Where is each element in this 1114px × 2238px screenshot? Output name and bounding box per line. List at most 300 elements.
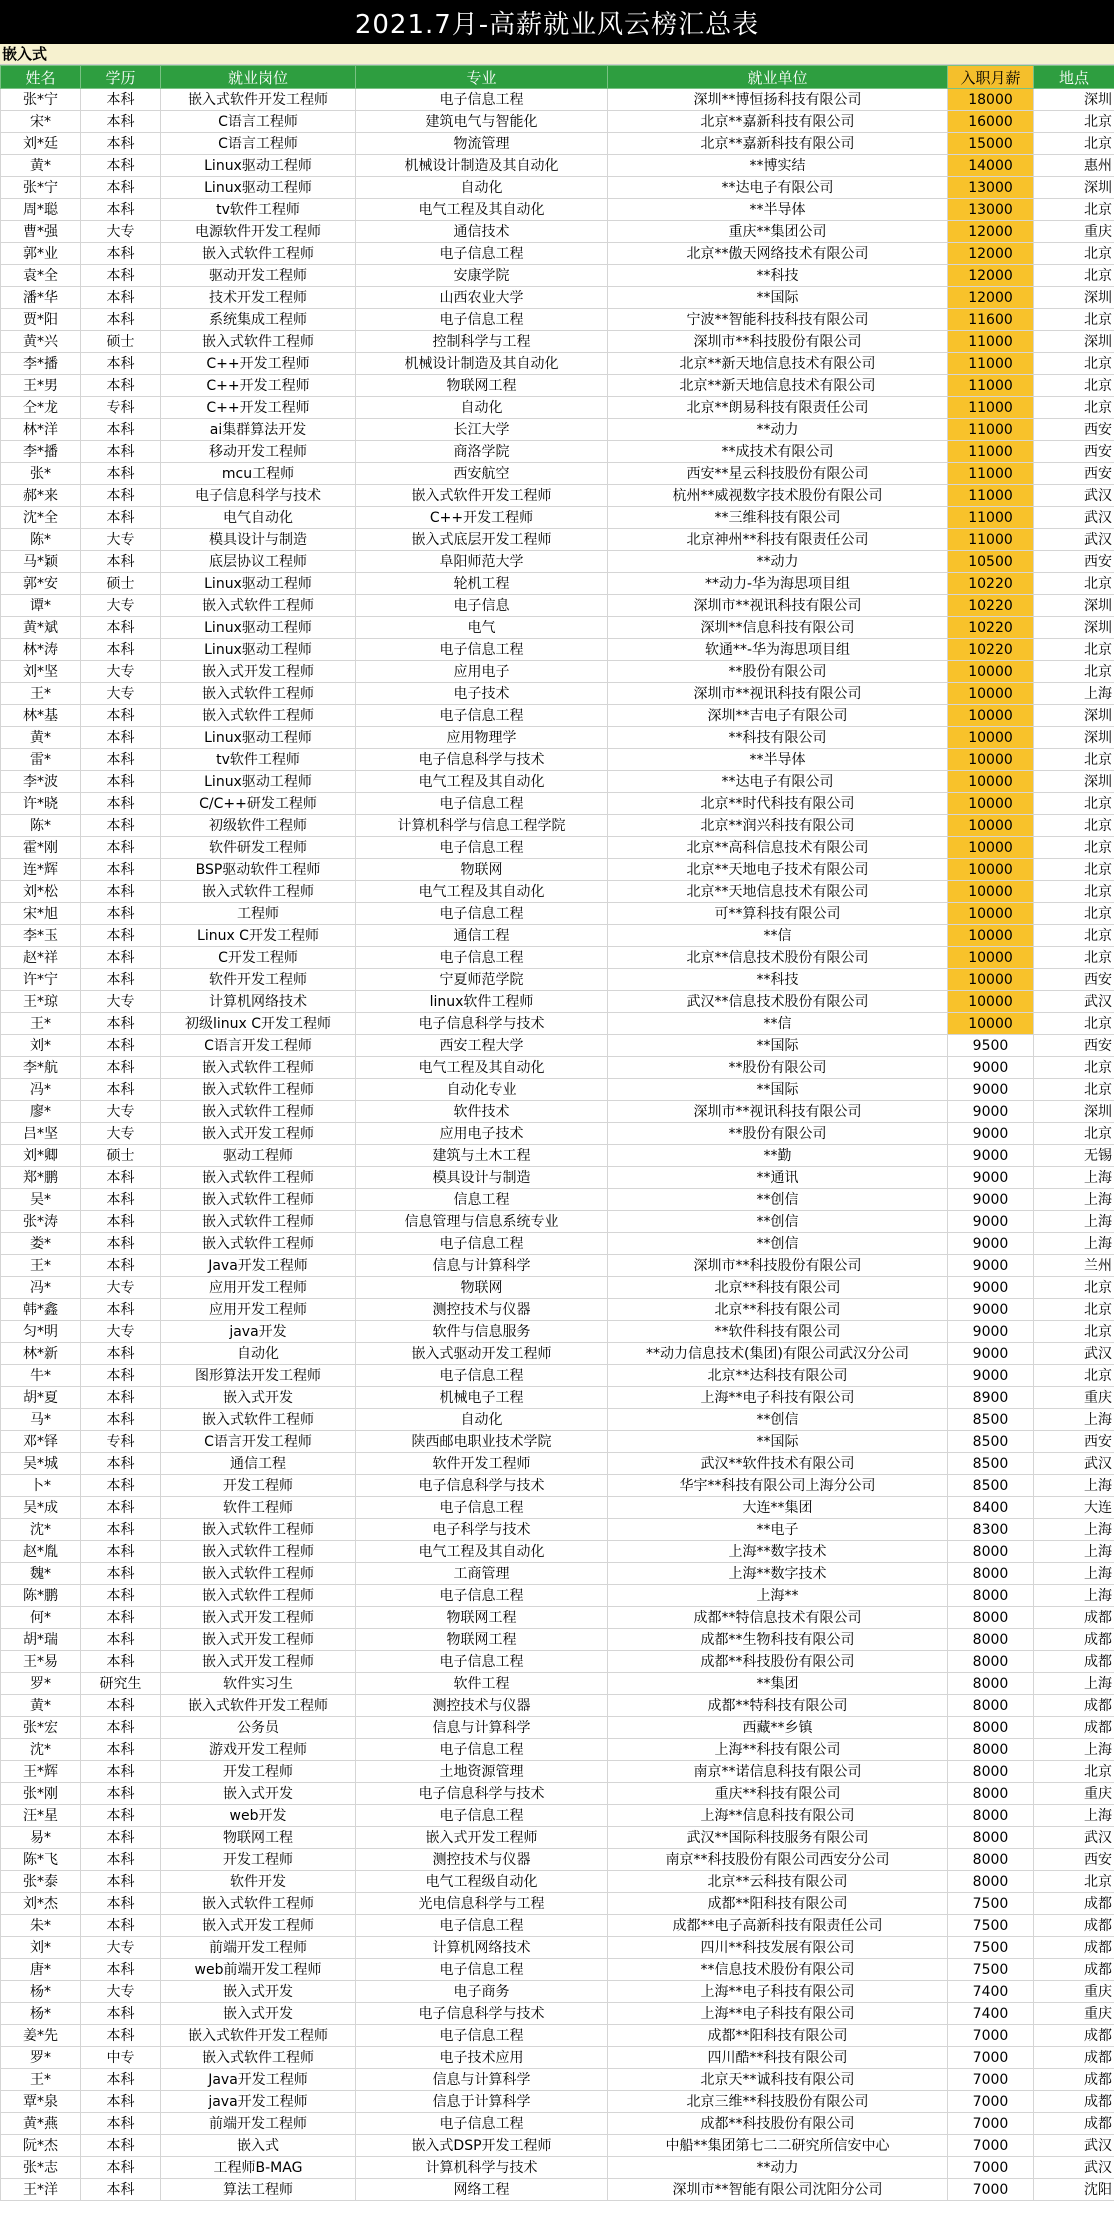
cell-location[interactable]: 西安	[1034, 1849, 1114, 1871]
cell-education[interactable]: 本科	[81, 1959, 161, 1981]
cell-major[interactable]: 电子信息工程	[356, 1497, 608, 1519]
cell-employer[interactable]: 上海**	[608, 1585, 948, 1607]
cell-major[interactable]: 机械设计制造及其自动化	[356, 353, 608, 375]
cell-employer[interactable]: 上海**电子科技有限公司	[608, 1387, 948, 1409]
cell-major[interactable]: 电气工程及其自动化	[356, 881, 608, 903]
cell-education[interactable]: 本科	[81, 1211, 161, 1233]
cell-position[interactable]: 前端开发工程师	[161, 2113, 356, 2135]
cell-salary[interactable]: 8000	[948, 1695, 1034, 1717]
cell-employer[interactable]: **集团	[608, 1673, 948, 1695]
cell-employer[interactable]: 北京**新天地信息技术有限公司	[608, 375, 948, 397]
cell-major[interactable]: 物联网	[356, 859, 608, 881]
cell-education[interactable]: 专科	[81, 397, 161, 419]
cell-major[interactable]: 长江大学	[356, 419, 608, 441]
cell-employer[interactable]: **动力-华为海思项目组	[608, 573, 948, 595]
cell-position[interactable]: web前端开发工程师	[161, 1959, 356, 1981]
cell-salary[interactable]: 7500	[948, 1893, 1034, 1915]
cell-location[interactable]: 北京	[1034, 903, 1114, 925]
cell-education[interactable]: 本科	[81, 1871, 161, 1893]
cell-name[interactable]: 邓*铎	[1, 1431, 81, 1453]
cell-position[interactable]: 嵌入式软件工程师	[161, 331, 356, 353]
cell-major[interactable]: 电子信息工程	[356, 903, 608, 925]
cell-major[interactable]: 电子信息工程	[356, 1651, 608, 1673]
cell-employer[interactable]: 深圳**吉电子有限公司	[608, 705, 948, 727]
cell-employer[interactable]: 南京**诺信息科技有限公司	[608, 1761, 948, 1783]
cell-name[interactable]: 林*洋	[1, 419, 81, 441]
cell-name[interactable]: 黄*燕	[1, 2113, 81, 2135]
cell-location[interactable]: 成都	[1034, 1717, 1114, 1739]
header-employer[interactable]: 就业单位	[608, 66, 948, 89]
cell-name[interactable]: 张*宁	[1, 177, 81, 199]
cell-salary[interactable]: 8900	[948, 1387, 1034, 1409]
cell-employer[interactable]: 武汉**软件技术有限公司	[608, 1453, 948, 1475]
cell-major[interactable]: 建筑电气与智能化	[356, 111, 608, 133]
cell-location[interactable]: 沈阳	[1034, 2179, 1114, 2201]
cell-education[interactable]: 大专	[81, 683, 161, 705]
cell-salary[interactable]: 9500	[948, 1035, 1034, 1057]
cell-salary[interactable]: 11600	[948, 309, 1034, 331]
cell-employer[interactable]: 华宇**科技有限公司上海分公司	[608, 1475, 948, 1497]
cell-position[interactable]: C++开发工程师	[161, 353, 356, 375]
cell-salary[interactable]: 10000	[948, 793, 1034, 815]
header-name[interactable]: 姓名	[1, 66, 81, 89]
cell-employer[interactable]: **科技	[608, 969, 948, 991]
cell-name[interactable]: 王*	[1, 1255, 81, 1277]
cell-education[interactable]: 本科	[81, 1607, 161, 1629]
cell-education[interactable]: 大专	[81, 595, 161, 617]
cell-position[interactable]: 嵌入式软件工程师	[161, 1211, 356, 1233]
cell-major[interactable]: 阜阳师范大学	[356, 551, 608, 573]
cell-name[interactable]: 郭*安	[1, 573, 81, 595]
cell-salary[interactable]: 8000	[948, 1717, 1034, 1739]
cell-location[interactable]: 北京	[1034, 375, 1114, 397]
cell-education[interactable]: 大专	[81, 1321, 161, 1343]
cell-education[interactable]: 本科	[81, 1519, 161, 1541]
cell-employer[interactable]: **动力	[608, 551, 948, 573]
cell-major[interactable]: 测控技术与仪器	[356, 1695, 608, 1717]
cell-position[interactable]: 嵌入式软件工程师	[161, 1233, 356, 1255]
cell-name[interactable]: 潘*华	[1, 287, 81, 309]
cell-name[interactable]: 曹*强	[1, 221, 81, 243]
cell-name[interactable]: 沈*	[1, 1519, 81, 1541]
cell-major[interactable]: 物联网	[356, 1277, 608, 1299]
cell-name[interactable]: 汪*星	[1, 1805, 81, 1827]
cell-employer[interactable]: 深圳**信息科技有限公司	[608, 617, 948, 639]
cell-position[interactable]: 通信工程	[161, 1453, 356, 1475]
cell-education[interactable]: 本科	[81, 881, 161, 903]
cell-name[interactable]: 谭*	[1, 595, 81, 617]
cell-education[interactable]: 硕士	[81, 331, 161, 353]
cell-location[interactable]: 武汉	[1034, 991, 1114, 1013]
cell-location[interactable]: 重庆	[1034, 2003, 1114, 2025]
cell-education[interactable]: 本科	[81, 1475, 161, 1497]
cell-name[interactable]: 王*	[1, 2069, 81, 2091]
cell-salary[interactable]: 8000	[948, 1783, 1034, 1805]
cell-salary[interactable]: 7400	[948, 1981, 1034, 2003]
cell-major[interactable]: 电子技术	[356, 683, 608, 705]
cell-salary[interactable]: 10000	[948, 947, 1034, 969]
cell-employer[interactable]: **国际	[608, 287, 948, 309]
cell-salary[interactable]: 9000	[948, 1343, 1034, 1365]
cell-major[interactable]: 测控技术与仪器	[356, 1299, 608, 1321]
cell-position[interactable]: 嵌入式开发	[161, 1783, 356, 1805]
cell-salary[interactable]: 9000	[948, 1255, 1034, 1277]
cell-location[interactable]: 北京	[1034, 793, 1114, 815]
cell-education[interactable]: 本科	[81, 727, 161, 749]
cell-salary[interactable]: 11000	[948, 331, 1034, 353]
cell-salary[interactable]: 10000	[948, 837, 1034, 859]
cell-position[interactable]: tv软件工程师	[161, 749, 356, 771]
cell-location[interactable]: 北京	[1034, 1761, 1114, 1783]
cell-employer[interactable]: 成都**阳科技有限公司	[608, 1893, 948, 1915]
cell-employer[interactable]: 上海**数字技术	[608, 1563, 948, 1585]
cell-salary[interactable]: 7500	[948, 1915, 1034, 1937]
cell-employer[interactable]: 上海**电子科技有限公司	[608, 1981, 948, 2003]
cell-employer[interactable]: 北京三维**科技股份有限公司	[608, 2091, 948, 2113]
cell-salary[interactable]: 10000	[948, 771, 1034, 793]
cell-location[interactable]: 北京	[1034, 265, 1114, 287]
cell-name[interactable]: 胡*夏	[1, 1387, 81, 1409]
cell-major[interactable]: 电子商务	[356, 1981, 608, 2003]
cell-name[interactable]: 王*辉	[1, 1761, 81, 1783]
cell-location[interactable]: 西安	[1034, 551, 1114, 573]
cell-salary[interactable]: 10220	[948, 639, 1034, 661]
cell-name[interactable]: 李*航	[1, 1057, 81, 1079]
cell-education[interactable]: 本科	[81, 1629, 161, 1651]
cell-salary[interactable]: 8500	[948, 1409, 1034, 1431]
cell-employer[interactable]: **科技有限公司	[608, 727, 948, 749]
cell-education[interactable]: 中专	[81, 2047, 161, 2069]
cell-education[interactable]: 本科	[81, 1717, 161, 1739]
cell-location[interactable]: 惠州	[1034, 155, 1114, 177]
cell-education[interactable]: 大专	[81, 1277, 161, 1299]
cell-education[interactable]: 大专	[81, 221, 161, 243]
cell-education[interactable]: 本科	[81, 1893, 161, 1915]
cell-salary[interactable]: 11000	[948, 375, 1034, 397]
cell-employer[interactable]: 北京**新天地信息技术有限公司	[608, 353, 948, 375]
cell-major[interactable]: 物联网工程	[356, 1607, 608, 1629]
cell-employer[interactable]: **通讯	[608, 1167, 948, 1189]
cell-location[interactable]: 北京	[1034, 925, 1114, 947]
cell-position[interactable]: C语言工程师	[161, 133, 356, 155]
cell-major[interactable]: 电子信息	[356, 595, 608, 617]
cell-employer[interactable]: **国际	[608, 1035, 948, 1057]
cell-name[interactable]: 王*易	[1, 1651, 81, 1673]
cell-position[interactable]: 嵌入式软件工程师	[161, 595, 356, 617]
cell-education[interactable]: 本科	[81, 1299, 161, 1321]
cell-major[interactable]: 计算机科学与技术	[356, 2157, 608, 2179]
cell-position[interactable]: 电子信息科学与技术	[161, 485, 356, 507]
cell-position[interactable]: 计算机网络技术	[161, 991, 356, 1013]
cell-name[interactable]: 卜*	[1, 1475, 81, 1497]
cell-major[interactable]: 商洛学院	[356, 441, 608, 463]
cell-name[interactable]: 刘*	[1, 1035, 81, 1057]
cell-education[interactable]: 大专	[81, 1101, 161, 1123]
cell-salary[interactable]: 7500	[948, 1937, 1034, 1959]
cell-employer[interactable]: 成都**阳科技有限公司	[608, 2025, 948, 2047]
cell-employer[interactable]: 成都**科技股份有限公司	[608, 2113, 948, 2135]
cell-major[interactable]: 安康学院	[356, 265, 608, 287]
cell-major[interactable]: 电子信息工程	[356, 1959, 608, 1981]
cell-position[interactable]: mcu工程师	[161, 463, 356, 485]
cell-location[interactable]: 深圳	[1034, 617, 1114, 639]
cell-position[interactable]: 嵌入式软件工程师	[161, 2047, 356, 2069]
cell-position[interactable]: 嵌入式软件工程师	[161, 1585, 356, 1607]
cell-employer[interactable]: 成都**特科技有限公司	[608, 1695, 948, 1717]
cell-major[interactable]: 嵌入式软件开发工程师	[356, 485, 608, 507]
cell-education[interactable]: 本科	[81, 1013, 161, 1035]
cell-position[interactable]: 工程师	[161, 903, 356, 925]
cell-major[interactable]: 信息管理与信息系统专业	[356, 1211, 608, 1233]
cell-employer[interactable]: 北京**科技有限公司	[608, 1299, 948, 1321]
cell-salary[interactable]: 8000	[948, 1805, 1034, 1827]
cell-location[interactable]: 成都	[1034, 2113, 1114, 2135]
cell-location[interactable]: 成都	[1034, 1893, 1114, 1915]
cell-position[interactable]: C语言开发工程师	[161, 1035, 356, 1057]
cell-name[interactable]: 韩*鑫	[1, 1299, 81, 1321]
cell-position[interactable]: 游戏开发工程师	[161, 1739, 356, 1761]
cell-name[interactable]: 刘*	[1, 1937, 81, 1959]
cell-salary[interactable]: 8000	[948, 1607, 1034, 1629]
cell-position[interactable]: 工程师B-MAG	[161, 2157, 356, 2179]
cell-position[interactable]: 嵌入式开发工程师	[161, 1651, 356, 1673]
cell-position[interactable]: 开发工程师	[161, 1761, 356, 1783]
cell-name[interactable]: 刘*卿	[1, 1145, 81, 1167]
cell-position[interactable]: 初级软件工程师	[161, 815, 356, 837]
cell-location[interactable]: 深圳	[1034, 287, 1114, 309]
cell-location[interactable]: 上海	[1034, 1233, 1114, 1255]
header-location[interactable]: 地点	[1034, 66, 1114, 89]
cell-employer[interactable]: 北京**天地电子技术有限公司	[608, 859, 948, 881]
cell-location[interactable]: 北京	[1034, 199, 1114, 221]
cell-position[interactable]: 嵌入式软件工程师	[161, 881, 356, 903]
cell-position[interactable]: 初级linux C开发工程师	[161, 1013, 356, 1035]
cell-major[interactable]: 电子信息工程	[356, 1233, 608, 1255]
cell-location[interactable]: 北京	[1034, 815, 1114, 837]
cell-education[interactable]: 本科	[81, 89, 161, 111]
cell-salary[interactable]: 10000	[948, 727, 1034, 749]
cell-position[interactable]: 嵌入式软件工程师	[161, 1563, 356, 1585]
cell-location[interactable]: 成都	[1034, 2047, 1114, 2069]
cell-education[interactable]: 本科	[81, 705, 161, 727]
cell-name[interactable]: 王*	[1, 1013, 81, 1035]
cell-name[interactable]: 冯*	[1, 1277, 81, 1299]
cell-salary[interactable]: 10000	[948, 881, 1034, 903]
cell-employer[interactable]: 北京天**诚科技有限公司	[608, 2069, 948, 2091]
cell-name[interactable]: 沈*	[1, 1739, 81, 1761]
cell-major[interactable]: 嵌入式驱动开发工程师	[356, 1343, 608, 1365]
cell-location[interactable]: 北京	[1034, 1365, 1114, 1387]
cell-salary[interactable]: 10220	[948, 595, 1034, 617]
cell-employer[interactable]: **动力	[608, 2157, 948, 2179]
cell-position[interactable]: 嵌入式开发	[161, 1981, 356, 2003]
cell-salary[interactable]: 11000	[948, 353, 1034, 375]
cell-location[interactable]: 北京	[1034, 881, 1114, 903]
cell-position[interactable]: 嵌入式开发	[161, 1387, 356, 1409]
cell-major[interactable]: 信息与计算科学	[356, 1255, 608, 1277]
cell-education[interactable]: 硕士	[81, 573, 161, 595]
cell-position[interactable]: 嵌入式开发工程师	[161, 1607, 356, 1629]
cell-location[interactable]: 北京	[1034, 1123, 1114, 1145]
cell-major[interactable]: 电子信息科学与技术	[356, 2003, 608, 2025]
cell-salary[interactable]: 8000	[948, 1761, 1034, 1783]
cell-location[interactable]: 上海	[1034, 1541, 1114, 1563]
cell-major[interactable]: 电子信息科学与技术	[356, 1013, 608, 1035]
cell-employer[interactable]: 上海**电子科技有限公司	[608, 2003, 948, 2025]
cell-position[interactable]: 嵌入式软件工程师	[161, 243, 356, 265]
cell-location[interactable]: 深圳	[1034, 331, 1114, 353]
cell-major[interactable]: 电气工程及其自动化	[356, 199, 608, 221]
cell-name[interactable]: 刘*松	[1, 881, 81, 903]
cell-name[interactable]: 仝*龙	[1, 397, 81, 419]
cell-employer[interactable]: 北京**天地信息技术有限公司	[608, 881, 948, 903]
cell-major[interactable]: 计算机网络技术	[356, 1937, 608, 1959]
cell-position[interactable]: 嵌入式开发工程师	[161, 1629, 356, 1651]
cell-position[interactable]: 嵌入式软件工程师	[161, 1189, 356, 1211]
cell-name[interactable]: 刘*廷	[1, 133, 81, 155]
cell-major[interactable]: 通信技术	[356, 221, 608, 243]
header-salary[interactable]: 入职月薪	[948, 66, 1034, 89]
cell-employer[interactable]: 北京**嘉新科技有限公司	[608, 133, 948, 155]
cell-employer[interactable]: 四川酷**科技有限公司	[608, 2047, 948, 2069]
cell-major[interactable]: C++开发工程师	[356, 507, 608, 529]
cell-position[interactable]: 嵌入式开发工程师	[161, 1915, 356, 1937]
cell-position[interactable]: 嵌入式软件工程师	[161, 683, 356, 705]
cell-salary[interactable]: 10000	[948, 661, 1034, 683]
cell-name[interactable]: 黄*	[1, 155, 81, 177]
cell-salary[interactable]: 7000	[948, 2091, 1034, 2113]
cell-employer[interactable]: **博实结	[608, 155, 948, 177]
cell-employer[interactable]: 北京**傲天网络技术有限公司	[608, 243, 948, 265]
cell-salary[interactable]: 8000	[948, 1563, 1034, 1585]
cell-salary[interactable]: 8000	[948, 1673, 1034, 1695]
cell-salary[interactable]: 7000	[948, 2069, 1034, 2091]
cell-name[interactable]: 黄*	[1, 1695, 81, 1717]
cell-salary[interactable]: 8000	[948, 1827, 1034, 1849]
cell-location[interactable]: 成都	[1034, 1959, 1114, 1981]
cell-employer[interactable]: 成都**特信息技术有限公司	[608, 1607, 948, 1629]
cell-employer[interactable]: **信	[608, 1013, 948, 1035]
cell-education[interactable]: 大专	[81, 1981, 161, 2003]
cell-education[interactable]: 本科	[81, 243, 161, 265]
cell-employer[interactable]: 软通**-华为海思项目组	[608, 639, 948, 661]
cell-location[interactable]: 上海	[1034, 683, 1114, 705]
cell-salary[interactable]: 10000	[948, 859, 1034, 881]
cell-education[interactable]: 大专	[81, 991, 161, 1013]
cell-position[interactable]: 图形算法开发工程师	[161, 1365, 356, 1387]
cell-salary[interactable]: 11000	[948, 441, 1034, 463]
cell-employer[interactable]: 深圳市**视讯科技有限公司	[608, 595, 948, 617]
cell-name[interactable]: 魏*	[1, 1563, 81, 1585]
cell-employer[interactable]: **信	[608, 925, 948, 947]
cell-position[interactable]: Linux驱动工程师	[161, 727, 356, 749]
cell-location[interactable]: 深圳	[1034, 1101, 1114, 1123]
cell-location[interactable]: 上海	[1034, 1739, 1114, 1761]
cell-position[interactable]: BSP驱动软件工程师	[161, 859, 356, 881]
header-major[interactable]: 专业	[356, 66, 608, 89]
cell-major[interactable]: 宁夏师范学院	[356, 969, 608, 991]
cell-employer[interactable]: 南京**科技股份有限公司西安分公司	[608, 1849, 948, 1871]
cell-education[interactable]: 本科	[81, 925, 161, 947]
cell-location[interactable]: 武汉	[1034, 2157, 1114, 2179]
cell-location[interactable]: 成都	[1034, 1915, 1114, 1937]
cell-employer[interactable]: 北京**润兴科技有限公司	[608, 815, 948, 837]
cell-employer[interactable]: 成都**科技股份有限公司	[608, 1651, 948, 1673]
cell-employer[interactable]: 武汉**国际科技服务有限公司	[608, 1827, 948, 1849]
cell-employer[interactable]: 中船**集团第七二二研究所信安中心	[608, 2135, 948, 2157]
cell-position[interactable]: 应用开发工程师	[161, 1277, 356, 1299]
cell-position[interactable]: 嵌入式软件工程师	[161, 1893, 356, 1915]
cell-employer[interactable]: 深圳市**智能有限公司沈阳分公司	[608, 2179, 948, 2201]
cell-salary[interactable]: 9000	[948, 1167, 1034, 1189]
cell-education[interactable]: 本科	[81, 287, 161, 309]
cell-major[interactable]: 电子信息工程	[356, 837, 608, 859]
cell-position[interactable]: 嵌入式软件工程师	[161, 1101, 356, 1123]
cell-employer[interactable]: **动力	[608, 419, 948, 441]
cell-major[interactable]: 控制科学与工程	[356, 331, 608, 353]
cell-major[interactable]: 电子信息工程	[356, 1585, 608, 1607]
cell-employer[interactable]: **达电子有限公司	[608, 177, 948, 199]
cell-name[interactable]: 郑*鹏	[1, 1167, 81, 1189]
cell-location[interactable]: 北京	[1034, 947, 1114, 969]
cell-major[interactable]: 物流管理	[356, 133, 608, 155]
cell-position[interactable]: 软件实习生	[161, 1673, 356, 1695]
cell-position[interactable]: 嵌入式软件开发工程师	[161, 89, 356, 111]
cell-major[interactable]: 电子信息科学与技术	[356, 749, 608, 771]
cell-name[interactable]: 杨*	[1, 2003, 81, 2025]
cell-location[interactable]: 上海	[1034, 1585, 1114, 1607]
cell-education[interactable]: 本科	[81, 177, 161, 199]
cell-employer[interactable]: **股份有限公司	[608, 661, 948, 683]
cell-location[interactable]: 重庆	[1034, 1387, 1114, 1409]
cell-major[interactable]: 电子信息工程	[356, 1915, 608, 1937]
cell-name[interactable]: 张*宏	[1, 1717, 81, 1739]
cell-location[interactable]: 北京	[1034, 111, 1114, 133]
cell-position[interactable]: 嵌入式软件开发工程师	[161, 2025, 356, 2047]
cell-education[interactable]: 本科	[81, 1783, 161, 1805]
cell-name[interactable]: 雷*	[1, 749, 81, 771]
cell-education[interactable]: 本科	[81, 1189, 161, 1211]
cell-name[interactable]: 吕*坚	[1, 1123, 81, 1145]
cell-employer[interactable]: 大连**集团	[608, 1497, 948, 1519]
cell-salary[interactable]: 8000	[948, 1629, 1034, 1651]
cell-name[interactable]: 吴*成	[1, 1497, 81, 1519]
cell-salary[interactable]: 16000	[948, 111, 1034, 133]
cell-salary[interactable]: 8500	[948, 1453, 1034, 1475]
cell-major[interactable]: 电子科学与技术	[356, 1519, 608, 1541]
cell-major[interactable]: 轮机工程	[356, 573, 608, 595]
cell-position[interactable]: 驱动工程师	[161, 1145, 356, 1167]
cell-salary[interactable]: 11000	[948, 397, 1034, 419]
cell-name[interactable]: 宋*	[1, 111, 81, 133]
cell-position[interactable]: Linux驱动工程师	[161, 617, 356, 639]
cell-name[interactable]: 刘*坚	[1, 661, 81, 683]
cell-salary[interactable]: 10000	[948, 705, 1034, 727]
cell-name[interactable]: 李*玉	[1, 925, 81, 947]
cell-employer[interactable]: 深圳市**视讯科技有限公司	[608, 683, 948, 705]
cell-position[interactable]: 自动化	[161, 1343, 356, 1365]
cell-major[interactable]: 自动化	[356, 397, 608, 419]
cell-education[interactable]: 本科	[81, 1167, 161, 1189]
cell-location[interactable]: 北京	[1034, 133, 1114, 155]
cell-major[interactable]: 电子信息工程	[356, 1365, 608, 1387]
cell-education[interactable]: 本科	[81, 551, 161, 573]
cell-name[interactable]: 张*志	[1, 2157, 81, 2179]
cell-position[interactable]: 驱动开发工程师	[161, 265, 356, 287]
cell-salary[interactable]: 7000	[948, 2179, 1034, 2201]
cell-salary[interactable]: 10000	[948, 991, 1034, 1013]
cell-name[interactable]: 袁*全	[1, 265, 81, 287]
